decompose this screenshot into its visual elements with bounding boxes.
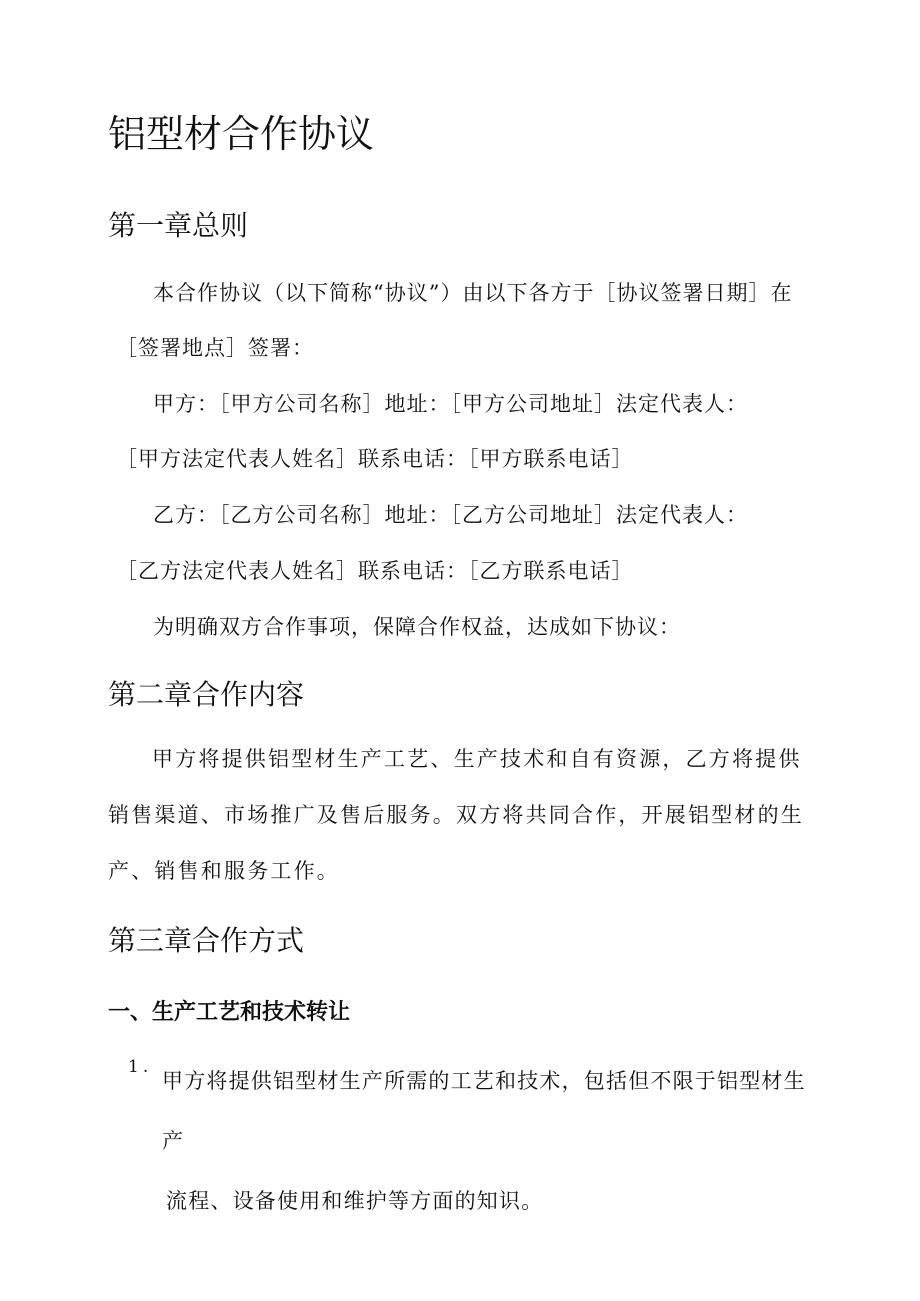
list-item-line-1: 甲方将提供铝型材生产所需的工艺和技术，包括但不限于铝型材生产 bbox=[162, 1069, 806, 1153]
list-item-number: 1. bbox=[128, 1057, 153, 1077]
chapter-2-body: 甲方将提供铝型材生产工艺、生产技术和自有资源，乙方将提供销售渠道、市场推广及售后服务。双方将共同合作，开展铝型材的生产、销售和服务工作。 bbox=[108, 747, 804, 883]
party-a-line-1: 甲方：［甲方公司名称］地址：［甲方公司地址］法定代表人： bbox=[153, 392, 748, 416]
intro-line-1: 本合作协议（以下简称“协议”）由以下各方于［协议签署日期］在 bbox=[153, 281, 793, 305]
party-a-line-2: ［甲方法定代表人姓名］联系电话：［甲方联系电话］ bbox=[116, 447, 634, 471]
chapter-2-heading: 第二章合作内容 bbox=[108, 678, 305, 711]
chapter-1-heading: 第一章总则 bbox=[108, 209, 249, 242]
intro-line-2: ［签署地点］签署： bbox=[116, 336, 314, 360]
chapter-3-heading: 第三章合作方式 bbox=[108, 924, 305, 957]
list-item-text bbox=[162, 1051, 822, 1231]
list-item-line-2: 流程、设备使用和维护等方面的知识。 bbox=[166, 1189, 544, 1213]
section-1-heading: 一、生产工艺和技术转让 bbox=[108, 999, 351, 1025]
document-title: 铝型材合作协议 bbox=[108, 112, 375, 156]
party-b-line-2: ［乙方法定代表人姓名］联系电话：［乙方联系电话］ bbox=[116, 559, 634, 583]
party-b-line-1: 乙方：［乙方公司名称］地址：［乙方公司地址］法定代表人： bbox=[153, 503, 748, 527]
purpose-statement: 为明确双方合作事项，保障合作权益，达成如下协议： bbox=[153, 615, 681, 639]
